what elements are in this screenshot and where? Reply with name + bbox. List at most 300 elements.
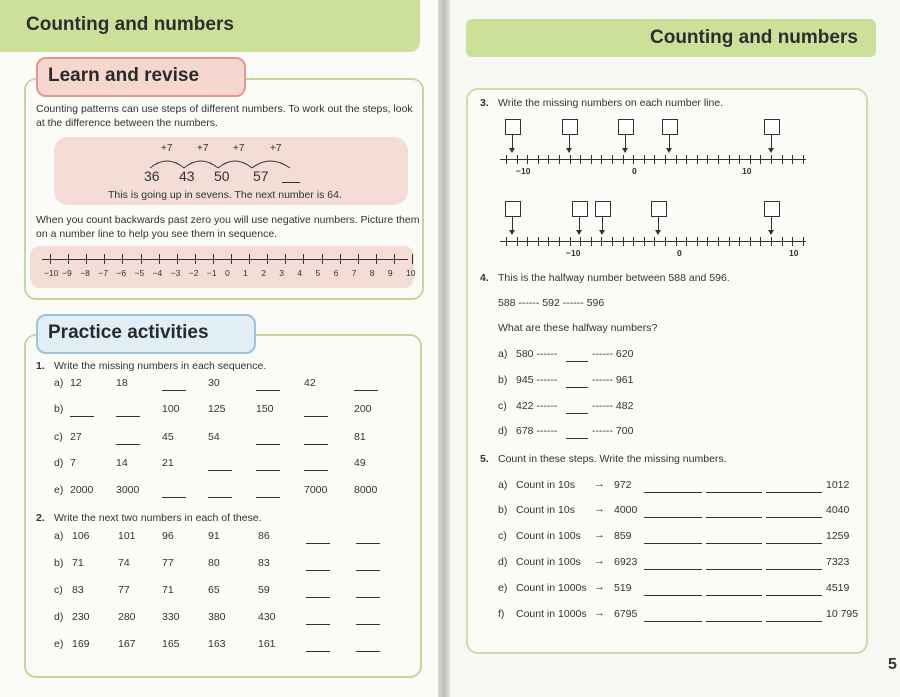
row-label: a) bbox=[498, 479, 508, 491]
answer-blank[interactable] bbox=[644, 516, 702, 518]
number-line-label: −8 bbox=[80, 268, 90, 278]
practice-tag bbox=[36, 314, 256, 354]
number-line-tick bbox=[654, 237, 655, 246]
number-line-label: −4 bbox=[152, 268, 163, 278]
number-line-tick bbox=[729, 237, 730, 246]
answer-blank[interactable] bbox=[644, 568, 702, 570]
number-line-tick bbox=[644, 237, 645, 246]
learn-intro-line1: Counting patterns can use steps of different numbers. To work out the steps, look bbox=[36, 103, 413, 115]
answer-blank[interactable] bbox=[208, 496, 232, 498]
number-line-tick bbox=[654, 155, 655, 164]
answer-blank[interactable] bbox=[766, 491, 822, 493]
number-line-tick bbox=[697, 155, 698, 164]
number-line-tick bbox=[686, 155, 687, 164]
start-value: 519 bbox=[614, 582, 632, 594]
number-line-label: 2 bbox=[261, 268, 266, 278]
sequence-value: 430 bbox=[258, 611, 276, 623]
number-line-tick bbox=[739, 155, 740, 164]
answer-blank[interactable] bbox=[162, 496, 186, 498]
sequence-value: 230 bbox=[72, 611, 90, 623]
answer-blank[interactable] bbox=[644, 594, 702, 596]
start-value: 972 bbox=[614, 479, 632, 491]
range-end: ------ 482 bbox=[592, 400, 634, 412]
sequence-value: 21 bbox=[162, 457, 174, 469]
row-label: b) bbox=[54, 403, 64, 415]
number-line-tick bbox=[548, 155, 549, 164]
number-line-tick bbox=[750, 155, 751, 164]
number-line-tick bbox=[803, 155, 804, 164]
number-line bbox=[42, 259, 408, 260]
q4-example: 588 ------ 592 ------ 596 bbox=[498, 297, 605, 309]
number-line-tick bbox=[782, 155, 783, 164]
number-line-tick bbox=[559, 237, 560, 246]
row-label: a) bbox=[54, 377, 64, 389]
number-line-label: 10 bbox=[406, 268, 416, 278]
number-line-tick bbox=[686, 237, 687, 246]
sequence-value: 81 bbox=[354, 431, 366, 443]
sequence-value: 7 bbox=[70, 457, 76, 469]
answer-blank[interactable] bbox=[566, 360, 588, 362]
q4-sub-prompt: What are these halfway numbers? bbox=[498, 322, 658, 334]
answer-blank[interactable] bbox=[116, 443, 140, 445]
question-number: 4. bbox=[480, 272, 489, 284]
row-label: a) bbox=[498, 348, 508, 360]
sequence-value: 150 bbox=[256, 403, 274, 415]
right-arrow-icon: → bbox=[594, 529, 605, 541]
answer-blank[interactable] bbox=[306, 650, 330, 652]
answer-box[interactable] bbox=[764, 119, 780, 135]
answer-blank[interactable] bbox=[766, 516, 822, 518]
sequence-value: 12 bbox=[70, 377, 82, 389]
q1-prompt: Write the missing numbers in each sequence. bbox=[54, 360, 267, 372]
row-label: d) bbox=[54, 457, 64, 469]
answer-blank[interactable] bbox=[208, 469, 232, 471]
right-header-band bbox=[466, 19, 876, 57]
number-line-tick bbox=[517, 155, 518, 164]
sequence-value: 77 bbox=[118, 584, 130, 596]
sequence-blank[interactable] bbox=[282, 181, 300, 183]
number-line-tick bbox=[376, 254, 377, 264]
number-line-label: −6 bbox=[116, 268, 127, 278]
answer-blank[interactable] bbox=[706, 594, 762, 596]
step-label: +7 bbox=[233, 143, 245, 154]
sequence-value: 101 bbox=[118, 530, 136, 542]
end-value: 4519 bbox=[826, 582, 850, 594]
number-line-tick bbox=[676, 237, 677, 246]
negative-intro-line1: When you count backwards past zero you will use negative numbers. Picture them bbox=[36, 214, 420, 226]
sequence-caption: This is going up in sevens. The next number is 64. bbox=[108, 189, 342, 201]
number-line-label: −5 bbox=[134, 268, 145, 278]
end-value: 1259 bbox=[826, 530, 850, 542]
sequence-value: 165 bbox=[162, 638, 180, 650]
answer-blank[interactable] bbox=[706, 491, 762, 493]
sequence-value: 8000 bbox=[354, 484, 378, 496]
sequence-value: 45 bbox=[162, 431, 174, 443]
question-number: 5. bbox=[480, 453, 489, 465]
sequence-value: 18 bbox=[116, 377, 128, 389]
number-line-tick bbox=[267, 254, 268, 264]
sequence-value: 30 bbox=[208, 377, 220, 389]
answer-blank[interactable] bbox=[356, 623, 380, 625]
number-line-label: 0 bbox=[225, 268, 230, 278]
number-line-tick bbox=[506, 237, 507, 246]
down-arrow-icon bbox=[669, 135, 670, 149]
sequence-value: 163 bbox=[208, 638, 226, 650]
sequence-value: 49 bbox=[354, 457, 366, 469]
sequence-value: 96 bbox=[162, 530, 174, 542]
step-description: Count in 100s bbox=[516, 556, 581, 568]
answer-blank[interactable] bbox=[354, 389, 378, 391]
number-line-label: 10 bbox=[742, 166, 752, 176]
answer-blank[interactable] bbox=[566, 386, 588, 388]
end-value: 10 795 bbox=[826, 608, 859, 620]
answer-blank[interactable] bbox=[356, 650, 380, 652]
number-line-label: 6 bbox=[333, 268, 339, 278]
answer-blank[interactable] bbox=[256, 496, 280, 498]
number-line-tick bbox=[697, 237, 698, 246]
number-line-tick bbox=[86, 254, 87, 264]
answer-blank[interactable] bbox=[116, 415, 140, 417]
number-line-tick bbox=[340, 254, 341, 264]
answer-blank[interactable] bbox=[566, 412, 588, 414]
sequence-value: 83 bbox=[258, 557, 270, 569]
q5-prompt: Count in these steps. Write the missing numbers. bbox=[498, 453, 727, 465]
right-page-title: Counting and numbers bbox=[650, 27, 858, 48]
number-line-tick bbox=[792, 237, 793, 246]
answer-blank[interactable] bbox=[306, 596, 330, 598]
down-arrow-icon bbox=[512, 217, 513, 231]
number-line-label: −9 bbox=[62, 268, 72, 278]
number-line-tick bbox=[358, 254, 359, 264]
sequence-value: 330 bbox=[162, 611, 180, 623]
answer-box[interactable] bbox=[505, 201, 521, 217]
number-line-tick bbox=[729, 155, 730, 164]
answer-blank[interactable] bbox=[356, 569, 380, 571]
number-line-tick bbox=[159, 254, 160, 264]
number-line-tick bbox=[803, 237, 804, 246]
sequence-value: 380 bbox=[208, 611, 226, 623]
right-arrow-icon: → bbox=[594, 555, 605, 567]
number-line-tick bbox=[601, 237, 602, 246]
number-line-tick bbox=[50, 254, 51, 264]
number-line-tick bbox=[623, 237, 624, 246]
answer-blank[interactable] bbox=[304, 415, 328, 417]
answer-blank[interactable] bbox=[706, 542, 762, 544]
row-label: c) bbox=[498, 530, 507, 542]
start-value: 6923 bbox=[614, 556, 638, 568]
number-line-tick bbox=[718, 155, 719, 164]
number-line-tick bbox=[538, 155, 539, 164]
start-value: 6795 bbox=[614, 608, 638, 620]
range-start: 422 ------ bbox=[516, 400, 558, 412]
answer-blank[interactable] bbox=[766, 568, 822, 570]
sequence-number: 43 bbox=[179, 168, 195, 184]
answer-blank[interactable] bbox=[162, 389, 186, 391]
answer-blank[interactable] bbox=[256, 389, 280, 391]
number-line-label: −10 bbox=[516, 166, 531, 176]
practice-panel bbox=[24, 334, 422, 678]
row-label: e) bbox=[54, 638, 64, 650]
answer-blank[interactable] bbox=[70, 415, 94, 417]
number-line-tick bbox=[612, 155, 613, 164]
sequence-value: 7000 bbox=[304, 484, 328, 496]
end-value: 1012 bbox=[826, 479, 850, 491]
step-description: Count in 10s bbox=[516, 479, 575, 491]
number-line-label: −10 bbox=[44, 268, 59, 278]
number-line-tick bbox=[527, 155, 528, 164]
number-line-tick bbox=[665, 155, 666, 164]
down-arrow-icon bbox=[771, 135, 772, 149]
number-line-tick bbox=[633, 237, 634, 246]
end-value: 7323 bbox=[826, 556, 850, 568]
answer-blank[interactable] bbox=[306, 542, 330, 544]
number-line-label: −10 bbox=[566, 248, 581, 258]
row-label: e) bbox=[54, 484, 64, 496]
number-line-tick bbox=[249, 254, 250, 264]
number-line-label: −1 bbox=[206, 268, 217, 278]
right-arrow-icon: → bbox=[594, 581, 605, 593]
number-line-label: 0 bbox=[677, 248, 682, 258]
number-line-tick bbox=[570, 155, 571, 164]
number-line-tick bbox=[633, 155, 634, 164]
step-description: Count in 100s bbox=[516, 530, 581, 542]
number-line-tick bbox=[412, 254, 413, 264]
step-label: +7 bbox=[197, 143, 209, 154]
question-number: 1. bbox=[36, 360, 45, 372]
left-page-title: Counting and numbers bbox=[26, 14, 234, 35]
answer-box[interactable] bbox=[572, 201, 588, 217]
number-line-tick bbox=[559, 155, 560, 164]
learn-heading: Learn and revise bbox=[48, 65, 200, 86]
sequence-value: 71 bbox=[72, 557, 84, 569]
answer-blank[interactable] bbox=[256, 443, 280, 445]
number-line-tick bbox=[517, 237, 518, 246]
book-spine bbox=[438, 0, 450, 697]
row-label: b) bbox=[498, 504, 508, 516]
end-value: 4040 bbox=[826, 504, 850, 516]
sequence-value: 65 bbox=[208, 584, 220, 596]
number-line-label: 4 bbox=[297, 268, 303, 278]
sequence-value: 59 bbox=[258, 584, 270, 596]
negative-intro-line2: on a number line to help you see them in sequence. bbox=[36, 228, 278, 240]
number-line-tick bbox=[580, 155, 581, 164]
right-arrow-icon: → bbox=[594, 607, 605, 619]
number-line-label: 8 bbox=[369, 268, 375, 278]
row-label: e) bbox=[498, 582, 508, 594]
number-line-tick bbox=[591, 237, 592, 246]
number-line-tick bbox=[104, 254, 105, 264]
sequence-value: 125 bbox=[208, 403, 226, 415]
sequence-value: 100 bbox=[162, 403, 180, 415]
number-line-tick bbox=[771, 237, 772, 246]
row-label: b) bbox=[498, 374, 508, 386]
answer-blank[interactable] bbox=[706, 568, 762, 570]
row-label: c) bbox=[54, 584, 63, 596]
number-line-tick bbox=[601, 155, 602, 164]
answer-blank[interactable] bbox=[306, 623, 330, 625]
number-line-tick bbox=[177, 254, 178, 264]
answer-blank[interactable] bbox=[766, 620, 822, 622]
range-start: 580 ------ bbox=[516, 348, 558, 360]
sequence-value: 14 bbox=[116, 457, 128, 469]
practice-heading: Practice activities bbox=[48, 322, 209, 343]
range-end: ------ 961 bbox=[592, 374, 634, 386]
number-line-tick bbox=[760, 237, 761, 246]
sequence-value: 83 bbox=[72, 584, 84, 596]
down-arrow-icon bbox=[658, 217, 659, 231]
number-line-tick bbox=[580, 237, 581, 246]
number-line-box bbox=[30, 246, 414, 288]
answer-blank[interactable] bbox=[706, 516, 762, 518]
number-line-tick bbox=[394, 254, 395, 264]
sequence-value: 77 bbox=[162, 557, 174, 569]
sequence-value: 71 bbox=[162, 584, 174, 596]
right-arrow-icon: → bbox=[594, 503, 605, 515]
answer-blank[interactable] bbox=[766, 594, 822, 596]
step-description: Count in 10s bbox=[516, 504, 575, 516]
answer-blank[interactable] bbox=[706, 620, 762, 622]
number-line-tick bbox=[718, 237, 719, 246]
q4-prompt: This is the halfway number between 588 and 596. bbox=[498, 272, 730, 284]
number-line-tick bbox=[591, 155, 592, 164]
number-line-tick bbox=[612, 237, 613, 246]
answer-box[interactable] bbox=[595, 201, 611, 217]
number-line-tick bbox=[122, 254, 123, 264]
number-line-label: 7 bbox=[351, 268, 357, 278]
down-arrow-icon bbox=[569, 135, 570, 149]
answer-blank[interactable] bbox=[766, 542, 822, 544]
row-label: c) bbox=[54, 431, 63, 443]
number-line-tick bbox=[739, 237, 740, 246]
step-label: +7 bbox=[270, 143, 282, 154]
learn-tag bbox=[36, 57, 246, 97]
page-number: 5 bbox=[888, 656, 897, 673]
learn-intro-line2: at the difference between the numbers. bbox=[36, 117, 218, 129]
answer-box[interactable] bbox=[662, 119, 678, 135]
number-line-tick bbox=[707, 237, 708, 246]
number-line-tick bbox=[548, 237, 549, 246]
sequence-value: 86 bbox=[258, 530, 270, 542]
sequence-value: 27 bbox=[70, 431, 82, 443]
row-label: d) bbox=[54, 611, 64, 623]
number-line-tick bbox=[665, 237, 666, 246]
number-line-tick bbox=[506, 155, 507, 164]
number-line-label: 5 bbox=[315, 268, 321, 278]
number-line-tick bbox=[195, 254, 196, 264]
number-line-label: −2 bbox=[188, 268, 199, 278]
number-line-tick bbox=[303, 254, 304, 264]
answer-box[interactable] bbox=[505, 119, 521, 135]
number-line-label: 3 bbox=[279, 268, 285, 278]
answer-box[interactable] bbox=[562, 119, 578, 135]
number-line-tick bbox=[538, 237, 539, 246]
number-line-tick bbox=[623, 155, 624, 164]
number-line-tick bbox=[141, 254, 142, 264]
range-end: ------ 700 bbox=[592, 425, 634, 437]
down-arrow-icon bbox=[625, 135, 626, 149]
answer-box[interactable] bbox=[618, 119, 634, 135]
down-arrow-icon bbox=[602, 217, 603, 231]
sequence-value: 54 bbox=[208, 431, 220, 443]
answer-blank[interactable] bbox=[256, 469, 280, 471]
question-number: 2. bbox=[36, 512, 45, 524]
answer-box[interactable] bbox=[651, 201, 667, 217]
number-line-tick bbox=[760, 155, 761, 164]
number-line-label: 1 bbox=[243, 268, 248, 278]
number-line-tick bbox=[750, 237, 751, 246]
number-line-label: 9 bbox=[387, 268, 393, 278]
answer-blank[interactable] bbox=[644, 620, 702, 622]
sequence-value: 2000 bbox=[70, 484, 94, 496]
answer-blank[interactable] bbox=[356, 596, 380, 598]
start-value: 859 bbox=[614, 530, 632, 542]
answer-blank[interactable] bbox=[644, 491, 702, 493]
sequence-value: 74 bbox=[118, 557, 130, 569]
row-label: c) bbox=[498, 400, 507, 412]
number-line-tick bbox=[527, 237, 528, 246]
right-arrow-icon: → bbox=[594, 478, 605, 490]
answer-blank[interactable] bbox=[644, 542, 702, 544]
sequence-value: 280 bbox=[118, 611, 136, 623]
number-line-tick bbox=[792, 155, 793, 164]
number-line-label: −7 bbox=[98, 268, 108, 278]
number-line-tick bbox=[771, 155, 772, 164]
row-label: a) bbox=[54, 530, 64, 542]
number-line-tick bbox=[231, 254, 232, 264]
answer-blank[interactable] bbox=[356, 542, 380, 544]
sequence-value: 169 bbox=[72, 638, 90, 650]
row-label: d) bbox=[498, 425, 508, 437]
number-line-tick bbox=[644, 155, 645, 164]
number-line-tick bbox=[676, 155, 677, 164]
left-header-band bbox=[0, 0, 420, 52]
range-end: ------ 620 bbox=[592, 348, 634, 360]
row-label: b) bbox=[54, 557, 64, 569]
row-label: d) bbox=[498, 556, 508, 568]
number-line-label: 0 bbox=[632, 166, 637, 176]
step-description: Count in 1000s bbox=[516, 582, 587, 594]
down-arrow-icon bbox=[579, 217, 580, 231]
row-label: f) bbox=[498, 608, 505, 620]
range-start: 945 ------ bbox=[516, 374, 558, 386]
range-start: 678 ------ bbox=[516, 425, 558, 437]
sequence-value: 167 bbox=[118, 638, 136, 650]
sequence-value: 80 bbox=[208, 557, 220, 569]
number-line-tick bbox=[570, 237, 571, 246]
step-description: Count in 1000s bbox=[516, 608, 587, 620]
sequence-value: 200 bbox=[354, 403, 372, 415]
step-label: +7 bbox=[161, 143, 173, 154]
number-line-label: −3 bbox=[170, 268, 181, 278]
number-line-label: 10 bbox=[789, 248, 799, 258]
sequence-value: 91 bbox=[208, 530, 220, 542]
sequence-number: 50 bbox=[214, 168, 230, 184]
number-line-tick bbox=[707, 155, 708, 164]
sequence-value: 161 bbox=[258, 638, 276, 650]
answer-box[interactable] bbox=[764, 201, 780, 217]
sequence-number: 57 bbox=[253, 168, 269, 184]
number-line-tick bbox=[285, 254, 286, 264]
q2-prompt: Write the next two numbers in each of these. bbox=[54, 512, 262, 524]
start-value: 4000 bbox=[614, 504, 638, 516]
number-line-tick bbox=[322, 254, 323, 264]
answer-blank[interactable] bbox=[304, 469, 328, 471]
number-line-tick bbox=[68, 254, 69, 264]
answer-blank[interactable] bbox=[566, 437, 588, 439]
answer-blank[interactable] bbox=[306, 569, 330, 571]
answer-blank[interactable] bbox=[304, 443, 328, 445]
down-arrow-icon bbox=[512, 135, 513, 149]
